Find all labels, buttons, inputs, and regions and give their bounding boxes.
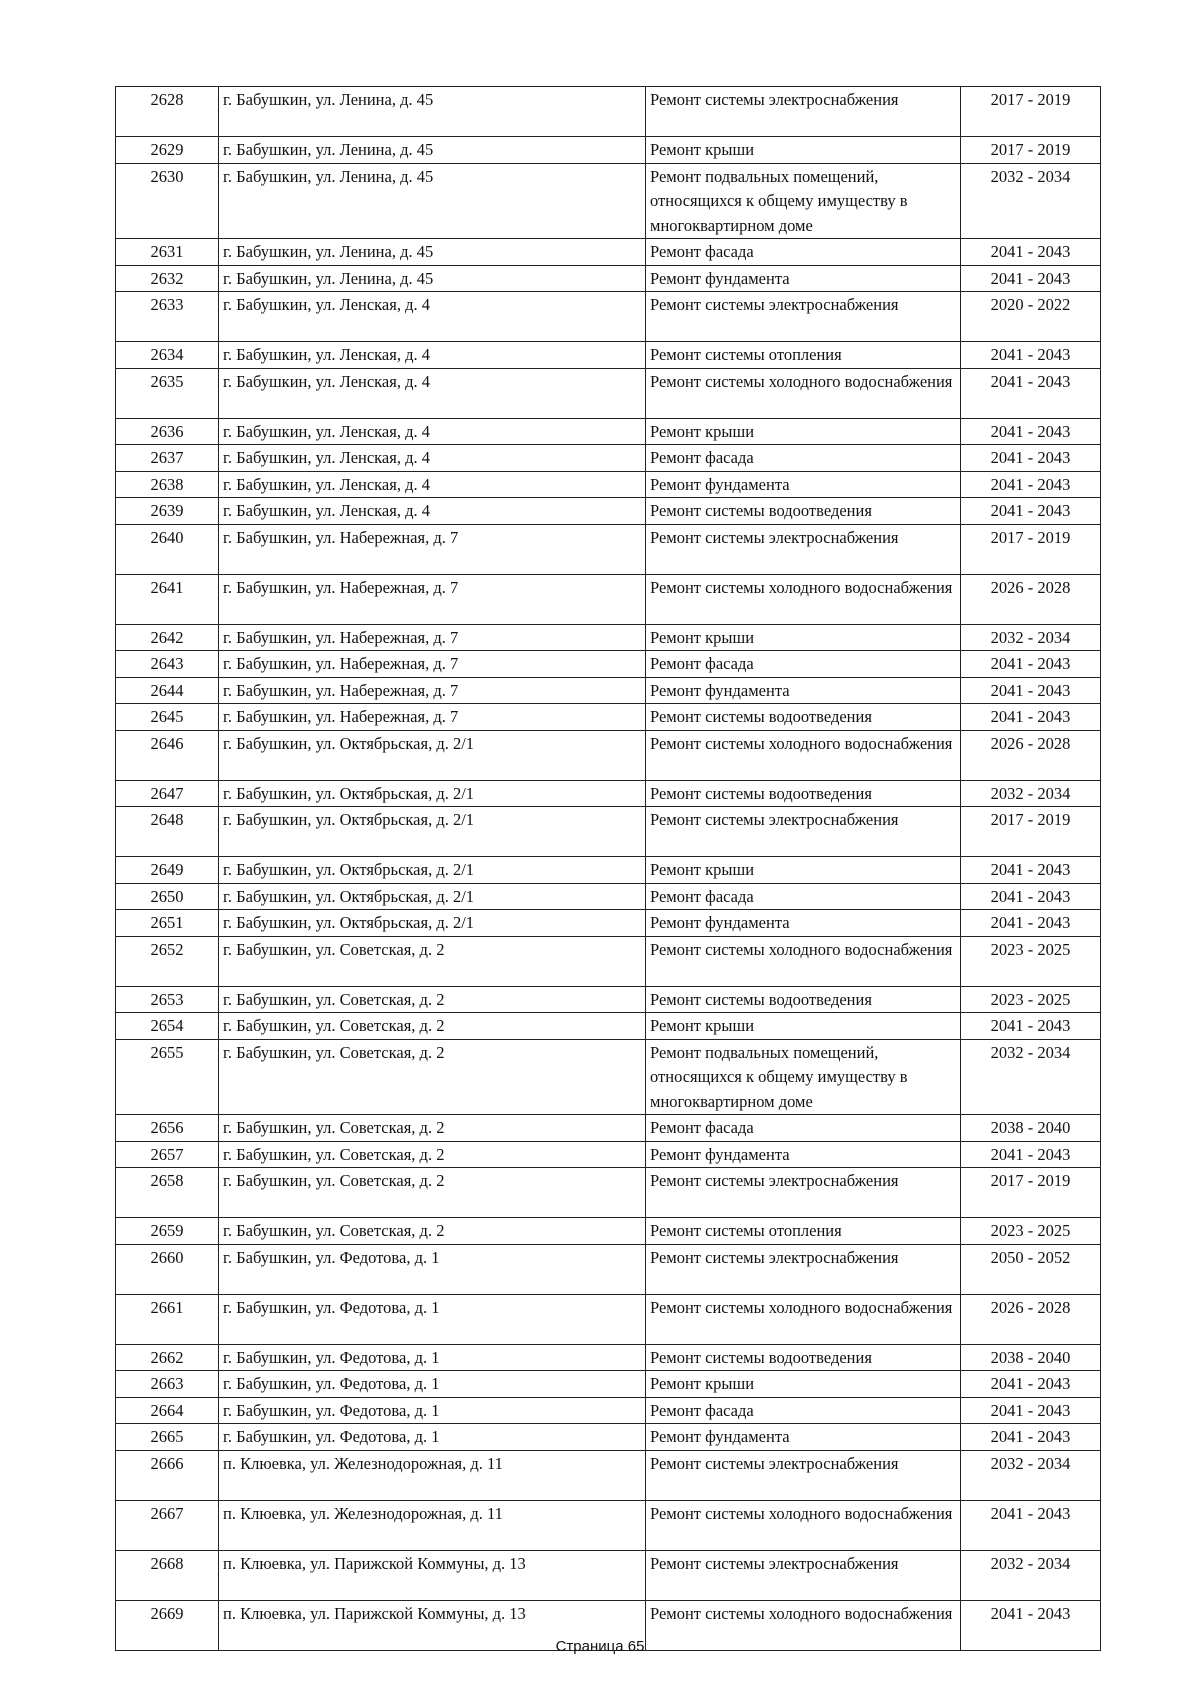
- period-cell: 2041 - 2043: [961, 677, 1101, 704]
- address-cell: г. Бабушкин, ул. Октябрьская, д. 2/1: [219, 883, 646, 910]
- table-row: [116, 239, 1101, 266]
- period-cell: 2041 - 2043: [961, 239, 1101, 266]
- address-cell: г. Бабушкин, ул. Федотова, д. 1: [219, 1397, 646, 1424]
- table-row: [116, 807, 1101, 857]
- row-number-cell: 2665: [116, 1424, 219, 1451]
- work-type-cell: Ремонт фасада: [646, 1397, 961, 1424]
- period-cell: 2041 - 2043: [961, 857, 1101, 884]
- period-cell: 2023 - 2025: [961, 986, 1101, 1013]
- table-row: [116, 1371, 1101, 1398]
- period-cell: 2041 - 2043: [961, 265, 1101, 292]
- work-type-cell: Ремонт фасада: [646, 651, 961, 678]
- period-cell: 2041 - 2043: [961, 1397, 1101, 1424]
- row-number-cell: 2655: [116, 1039, 219, 1115]
- row-number-cell: 2662: [116, 1344, 219, 1371]
- address-cell: г. Бабушкин, ул. Октябрьская, д. 2/1: [219, 730, 646, 780]
- row-number-cell: 2643: [116, 651, 219, 678]
- address-cell: г. Бабушкин, ул. Федотова, д. 1: [219, 1371, 646, 1398]
- work-type-cell: Ремонт системы электроснабжения: [646, 1244, 961, 1294]
- address-cell: п. Клюевка, ул. Железнодорожная, д. 11: [219, 1450, 646, 1500]
- row-number-cell: 2663: [116, 1371, 219, 1398]
- row-number-cell: 2641: [116, 574, 219, 624]
- table-row: [116, 1450, 1101, 1500]
- address-cell: г. Бабушкин, ул. Ленина, д. 45: [219, 239, 646, 266]
- work-type-cell: Ремонт системы водоотведения: [646, 986, 961, 1013]
- address-cell: г. Бабушкин, ул. Федотова, д. 1: [219, 1344, 646, 1371]
- period-cell: 2041 - 2043: [961, 1600, 1101, 1650]
- table-row: [116, 1039, 1101, 1115]
- row-number-cell: 2645: [116, 704, 219, 731]
- address-cell: г. Бабушкин, ул. Советская, д. 2: [219, 1168, 646, 1218]
- work-type-cell: Ремонт системы электроснабжения: [646, 524, 961, 574]
- period-cell: 2041 - 2043: [961, 910, 1101, 937]
- row-number-cell: 2628: [116, 87, 219, 137]
- period-cell: 2041 - 2043: [961, 471, 1101, 498]
- address-cell: г. Бабушкин, ул. Ленская, д. 4: [219, 445, 646, 472]
- row-number-cell: 2659: [116, 1218, 219, 1245]
- work-type-cell: Ремонт крыши: [646, 1013, 961, 1040]
- row-number-cell: 2631: [116, 239, 219, 266]
- table-row: [116, 677, 1101, 704]
- period-cell: 2023 - 2025: [961, 936, 1101, 986]
- work-type-cell: Ремонт крыши: [646, 137, 961, 164]
- period-cell: 2017 - 2019: [961, 137, 1101, 164]
- address-cell: г. Бабушкин, ул. Ленина, д. 45: [219, 163, 646, 239]
- row-number-cell: 2660: [116, 1244, 219, 1294]
- table-row: [116, 163, 1101, 239]
- address-cell: г. Бабушкин, ул. Набережная, д. 7: [219, 677, 646, 704]
- period-cell: 2032 - 2034: [961, 624, 1101, 651]
- table-row: [116, 524, 1101, 574]
- work-type-cell: Ремонт системы водоотведения: [646, 498, 961, 525]
- period-cell: 2026 - 2028: [961, 574, 1101, 624]
- table-row: [116, 1500, 1101, 1550]
- row-number-cell: 2666: [116, 1450, 219, 1500]
- row-number-cell: 2638: [116, 471, 219, 498]
- period-cell: 2041 - 2043: [961, 368, 1101, 418]
- period-cell: 2017 - 2019: [961, 524, 1101, 574]
- table-row: [116, 780, 1101, 807]
- repair-schedule-table: [115, 86, 1101, 1651]
- row-number-cell: 2640: [116, 524, 219, 574]
- address-cell: г. Бабушкин, ул. Октябрьская, д. 2/1: [219, 857, 646, 884]
- period-cell: 2032 - 2034: [961, 163, 1101, 239]
- address-cell: г. Бабушкин, ул. Советская, д. 2: [219, 1218, 646, 1245]
- row-number-cell: 2657: [116, 1141, 219, 1168]
- table-row: [116, 936, 1101, 986]
- work-type-cell: Ремонт подвальных помещений, относящихся к общему имуществу в многоквартирном доме: [646, 163, 961, 239]
- work-type-cell: Ремонт системы отопления: [646, 342, 961, 369]
- work-type-cell: Ремонт крыши: [646, 1371, 961, 1398]
- table-row: [116, 418, 1101, 445]
- work-type-cell: Ремонт фундамента: [646, 471, 961, 498]
- work-type-cell: Ремонт системы холодного водоснабжения: [646, 1500, 961, 1550]
- row-number-cell: 2650: [116, 883, 219, 910]
- work-type-cell: Ремонт системы холодного водоснабжения: [646, 1294, 961, 1344]
- work-type-cell: Ремонт системы холодного водоснабжения: [646, 936, 961, 986]
- row-number-cell: 2646: [116, 730, 219, 780]
- row-number-cell: 2642: [116, 624, 219, 651]
- period-cell: 2041 - 2043: [961, 651, 1101, 678]
- work-type-cell: Ремонт системы холодного водоснабжения: [646, 368, 961, 418]
- work-type-cell: Ремонт крыши: [646, 418, 961, 445]
- table-row: [116, 1218, 1101, 1245]
- row-number-cell: 2634: [116, 342, 219, 369]
- address-cell: г. Бабушкин, ул. Набережная, д. 7: [219, 574, 646, 624]
- address-cell: г. Бабушкин, ул. Октябрьская, д. 2/1: [219, 780, 646, 807]
- period-cell: 2017 - 2019: [961, 807, 1101, 857]
- table-row: [116, 1550, 1101, 1600]
- work-type-cell: Ремонт фасада: [646, 239, 961, 266]
- table-row: [116, 910, 1101, 937]
- work-type-cell: Ремонт фундамента: [646, 910, 961, 937]
- row-number-cell: 2656: [116, 1115, 219, 1142]
- table-row: [116, 445, 1101, 472]
- period-cell: 2020 - 2022: [961, 292, 1101, 342]
- period-cell: 2041 - 2043: [961, 418, 1101, 445]
- row-number-cell: 2661: [116, 1294, 219, 1344]
- period-cell: 2032 - 2034: [961, 1550, 1101, 1600]
- work-type-cell: Ремонт фасада: [646, 445, 961, 472]
- address-cell: г. Бабушкин, ул. Ленская, д. 4: [219, 471, 646, 498]
- row-number-cell: 2649: [116, 857, 219, 884]
- work-type-cell: Ремонт системы водоотведения: [646, 704, 961, 731]
- row-number-cell: 2630: [116, 163, 219, 239]
- work-type-cell: Ремонт фундамента: [646, 1141, 961, 1168]
- row-number-cell: 2653: [116, 986, 219, 1013]
- row-number-cell: 2635: [116, 368, 219, 418]
- work-type-cell: Ремонт системы электроснабжения: [646, 807, 961, 857]
- table-row: [116, 1424, 1101, 1451]
- row-number-cell: 2668: [116, 1550, 219, 1600]
- work-type-cell: Ремонт фасада: [646, 883, 961, 910]
- address-cell: г. Бабушкин, ул. Советская, д. 2: [219, 1141, 646, 1168]
- table-row: [116, 471, 1101, 498]
- period-cell: 2023 - 2025: [961, 1218, 1101, 1245]
- table-row: [116, 704, 1101, 731]
- row-number-cell: 2658: [116, 1168, 219, 1218]
- table-row: [116, 265, 1101, 292]
- row-number-cell: 2632: [116, 265, 219, 292]
- address-cell: г. Бабушкин, ул. Ленская, д. 4: [219, 418, 646, 445]
- work-type-cell: Ремонт подвальных помещений, относящихся к общему имуществу в многоквартирном доме: [646, 1039, 961, 1115]
- table-row: [116, 87, 1101, 137]
- address-cell: г. Бабушкин, ул. Октябрьская, д. 2/1: [219, 910, 646, 937]
- period-cell: 2041 - 2043: [961, 498, 1101, 525]
- row-number-cell: 2654: [116, 1013, 219, 1040]
- work-type-cell: Ремонт системы холодного водоснабжения: [646, 574, 961, 624]
- period-cell: 2041 - 2043: [961, 342, 1101, 369]
- work-type-cell: Ремонт фундамента: [646, 1424, 961, 1451]
- address-cell: г. Бабушкин, ул. Ленская, д. 4: [219, 292, 646, 342]
- period-cell: 2032 - 2034: [961, 780, 1101, 807]
- work-type-cell: Ремонт фундамента: [646, 265, 961, 292]
- work-type-cell: Ремонт крыши: [646, 624, 961, 651]
- period-cell: 2026 - 2028: [961, 730, 1101, 780]
- period-cell: 2041 - 2043: [961, 704, 1101, 731]
- work-type-cell: Ремонт системы электроснабжения: [646, 292, 961, 342]
- table-row: [116, 986, 1101, 1013]
- row-number-cell: 2636: [116, 418, 219, 445]
- period-cell: 2041 - 2043: [961, 445, 1101, 472]
- address-cell: п. Клюевка, ул. Железнодорожная, д. 11: [219, 1500, 646, 1550]
- address-cell: г. Бабушкин, ул. Набережная, д. 7: [219, 624, 646, 651]
- work-type-cell: Ремонт системы электроснабжения: [646, 1450, 961, 1500]
- address-cell: г. Бабушкин, ул. Федотова, д. 1: [219, 1294, 646, 1344]
- table-row: [116, 342, 1101, 369]
- address-cell: г. Бабушкин, ул. Советская, д. 2: [219, 1039, 646, 1115]
- address-cell: г. Бабушкин, ул. Ленина, д. 45: [219, 87, 646, 137]
- table-row: [116, 1168, 1101, 1218]
- table-row: [116, 368, 1101, 418]
- period-cell: 2032 - 2034: [961, 1039, 1101, 1115]
- table-row: [116, 1244, 1101, 1294]
- table-body: [116, 87, 1101, 1651]
- period-cell: 2017 - 2019: [961, 87, 1101, 137]
- row-number-cell: 2633: [116, 292, 219, 342]
- address-cell: г. Бабушкин, ул. Советская, д. 2: [219, 1115, 646, 1142]
- address-cell: г. Бабушкин, ул. Ленина, д. 45: [219, 265, 646, 292]
- period-cell: 2041 - 2043: [961, 1424, 1101, 1451]
- period-cell: 2041 - 2043: [961, 883, 1101, 910]
- address-cell: г. Бабушкин, ул. Федотова, д. 1: [219, 1244, 646, 1294]
- table-row: [116, 1294, 1101, 1344]
- table-row: [116, 730, 1101, 780]
- address-cell: г. Бабушкин, ул. Набережная, д. 7: [219, 524, 646, 574]
- row-number-cell: 2664: [116, 1397, 219, 1424]
- table-row: [116, 292, 1101, 342]
- table-row: [116, 651, 1101, 678]
- table-row: [116, 1013, 1101, 1040]
- row-number-cell: 2667: [116, 1500, 219, 1550]
- work-type-cell: Ремонт системы электроснабжения: [646, 87, 961, 137]
- table-row: [116, 574, 1101, 624]
- address-cell: г. Бабушкин, ул. Ленская, д. 4: [219, 342, 646, 369]
- period-cell: 2041 - 2043: [961, 1371, 1101, 1398]
- period-cell: 2032 - 2034: [961, 1450, 1101, 1500]
- work-type-cell: Ремонт фундамента: [646, 677, 961, 704]
- address-cell: п. Клюевка, ул. Парижской Коммуны, д. 13: [219, 1550, 646, 1600]
- address-cell: г. Бабушкин, ул. Ленская, д. 4: [219, 498, 646, 525]
- work-type-cell: Ремонт системы водоотведения: [646, 1344, 961, 1371]
- address-cell: г. Бабушкин, ул. Федотова, д. 1: [219, 1424, 646, 1451]
- period-cell: 2026 - 2028: [961, 1294, 1101, 1344]
- work-type-cell: Ремонт системы отопления: [646, 1218, 961, 1245]
- period-cell: 2038 - 2040: [961, 1344, 1101, 1371]
- work-type-cell: Ремонт системы электроснабжения: [646, 1550, 961, 1600]
- work-type-cell: Ремонт системы электроснабжения: [646, 1168, 961, 1218]
- table-row: [116, 1344, 1101, 1371]
- table-row: [116, 1397, 1101, 1424]
- address-cell: г. Бабушкин, ул. Ленина, д. 45: [219, 137, 646, 164]
- work-type-cell: Ремонт системы холодного водоснабжения: [646, 1600, 961, 1650]
- row-number-cell: 2639: [116, 498, 219, 525]
- row-number-cell: 2651: [116, 910, 219, 937]
- period-cell: 2041 - 2043: [961, 1500, 1101, 1550]
- work-type-cell: Ремонт фасада: [646, 1115, 961, 1142]
- address-cell: г. Бабушкин, ул. Советская, д. 2: [219, 936, 646, 986]
- address-cell: г. Бабушкин, ул. Советская, д. 2: [219, 1013, 646, 1040]
- table-row: [116, 137, 1101, 164]
- work-type-cell: Ремонт системы холодного водоснабжения: [646, 730, 961, 780]
- row-number-cell: 2669: [116, 1600, 219, 1650]
- table-row: [116, 1115, 1101, 1142]
- table-row: [116, 624, 1101, 651]
- table-row: [116, 883, 1101, 910]
- row-number-cell: 2647: [116, 780, 219, 807]
- address-cell: г. Бабушкин, ул. Набережная, д. 7: [219, 704, 646, 731]
- row-number-cell: 2629: [116, 137, 219, 164]
- address-cell: г. Бабушкин, ул. Набережная, д. 7: [219, 651, 646, 678]
- address-cell: г. Бабушкин, ул. Ленская, д. 4: [219, 368, 646, 418]
- period-cell: 2050 - 2052: [961, 1244, 1101, 1294]
- address-cell: г. Бабушкин, ул. Октябрьская, д. 2/1: [219, 807, 646, 857]
- period-cell: 2038 - 2040: [961, 1115, 1101, 1142]
- address-cell: г. Бабушкин, ул. Советская, д. 2: [219, 986, 646, 1013]
- row-number-cell: 2637: [116, 445, 219, 472]
- work-type-cell: Ремонт крыши: [646, 857, 961, 884]
- page-number: Страница 65: [555, 1638, 645, 1655]
- table-row: [116, 498, 1101, 525]
- work-type-cell: Ремонт системы водоотведения: [646, 780, 961, 807]
- table-row: [116, 1141, 1101, 1168]
- address-cell: п. Клюевка, ул. Парижской Коммуны, д. 13: [219, 1600, 646, 1650]
- row-number-cell: 2644: [116, 677, 219, 704]
- period-cell: 2017 - 2019: [961, 1168, 1101, 1218]
- row-number-cell: 2648: [116, 807, 219, 857]
- period-cell: 2041 - 2043: [961, 1013, 1101, 1040]
- table-row: [116, 857, 1101, 884]
- period-cell: 2041 - 2043: [961, 1141, 1101, 1168]
- row-number-cell: 2652: [116, 936, 219, 986]
